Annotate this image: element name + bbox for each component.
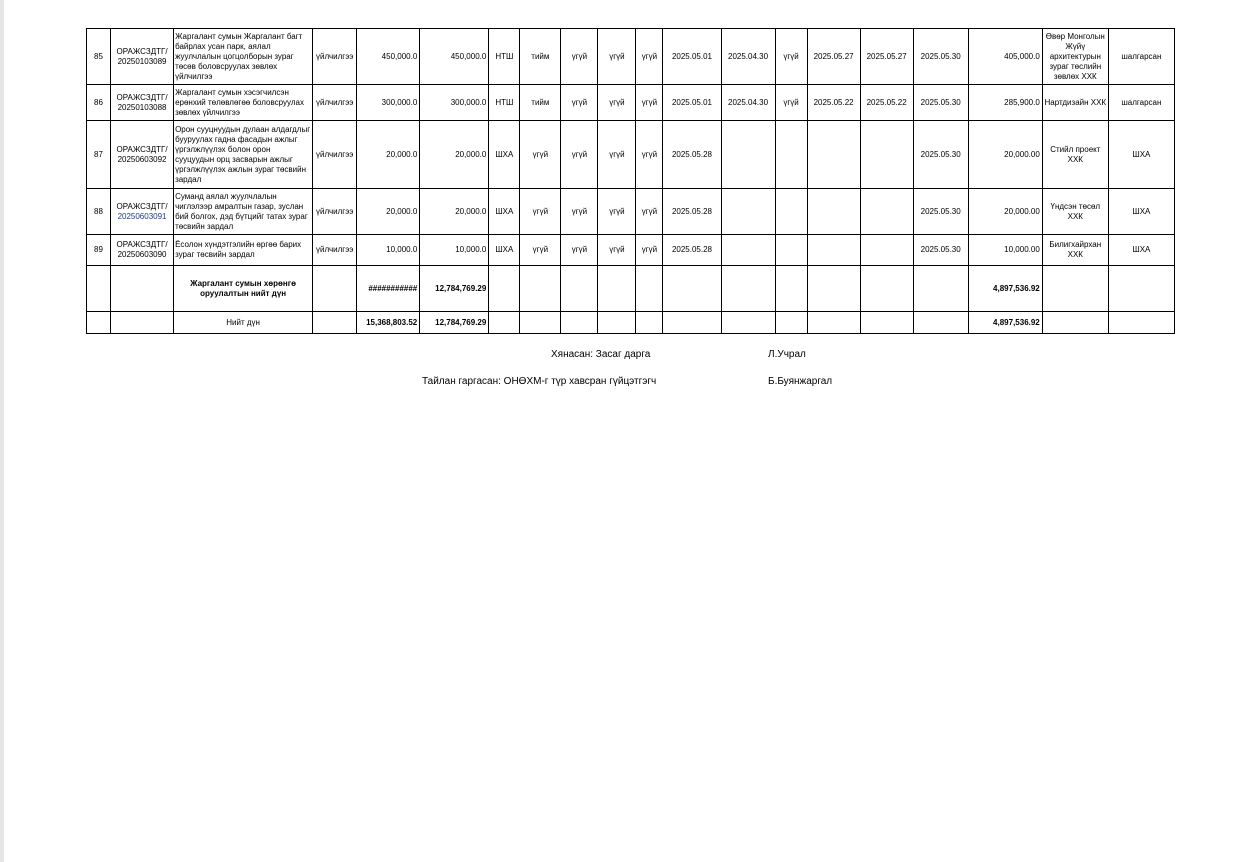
cell-name: Жаргалант сумын Жаргалант багт байрлах усан парк, аялал жуулчлалын цогцолборын зураг төсөв боловсруулах зөвлөх үйлчилгээ <box>174 29 313 85</box>
table-row <box>87 189 1175 235</box>
subtotal-row <box>87 266 1175 312</box>
total-no <box>87 312 111 334</box>
empty-cell <box>913 266 968 312</box>
cell-d5: 2025.05.30 <box>913 121 968 189</box>
cell-d1: 2025.05.28 <box>663 121 721 189</box>
cell-contract: 20,000.00 <box>968 121 1042 189</box>
cell-method: НТШ <box>489 85 520 121</box>
empty-cell <box>636 266 663 312</box>
cell-no: 88 <box>87 189 111 235</box>
cell-name: Орон сууцнуудын дулаан алдагдлыг бууруулах гадна фасадын ажлыг үргэлжлүүлэх болон орон сууцуудын орц засварын ажлыг үргэлжлүүлэх ажлын зураг төсвийн зардал <box>174 121 313 189</box>
checked-by-name: Л.Учрал <box>768 349 806 360</box>
empty-cell <box>561 312 598 334</box>
cell-code: ОРАЖСЗДТГ/ 20250603090 <box>111 235 174 266</box>
cell-contract: 10,000.00 <box>968 235 1042 266</box>
empty-cell <box>1108 266 1174 312</box>
cell-c3: үгүй <box>598 29 636 85</box>
cell-c2: үгүй <box>561 189 598 235</box>
cell-d5: 2025.05.30 <box>913 235 968 266</box>
cell-c5 <box>775 121 807 189</box>
cell-budget: 20,000.0 <box>357 121 420 189</box>
cell-d4: 2025.05.22 <box>860 85 913 121</box>
cell-d3 <box>807 121 860 189</box>
cell-c3: үгүй <box>598 85 636 121</box>
cell-d5: 2025.05.30 <box>913 29 968 85</box>
table-row <box>87 29 1175 85</box>
cell-c1: тийм <box>520 85 561 121</box>
cell-status: ШХА <box>1108 235 1174 266</box>
cell-type: үйлчилгээ <box>313 189 357 235</box>
cell-d3 <box>807 189 860 235</box>
cell-estimate: 10,000.0 <box>420 235 489 266</box>
subtotal-budget: ########### <box>357 266 420 312</box>
procurement-report-table <box>86 28 1175 334</box>
cell-c4: үгүй <box>636 85 663 121</box>
total-code <box>111 312 174 334</box>
empty-cell <box>721 312 775 334</box>
empty-cell <box>775 266 807 312</box>
total-contract: 4,897,536.92 <box>968 312 1042 334</box>
cell-budget: 450,000.0 <box>357 29 420 85</box>
cell-c2: үгүй <box>561 121 598 189</box>
empty-cell <box>598 266 636 312</box>
cell-d5: 2025.05.30 <box>913 189 968 235</box>
cell-c2: үгүй <box>561 235 598 266</box>
cell-no: 85 <box>87 29 111 85</box>
cell-status: шалгарсан <box>1108 85 1174 121</box>
cell-d2: 2025.04.30 <box>721 85 775 121</box>
cell-d4 <box>860 189 913 235</box>
cell-status: ШХА <box>1108 189 1174 235</box>
total-budget: 15,368,803.52 <box>357 312 420 334</box>
empty-cell <box>561 266 598 312</box>
cell-no: 87 <box>87 121 111 189</box>
cell-c1: тийм <box>520 29 561 85</box>
empty-cell <box>913 312 968 334</box>
table-row <box>87 85 1175 121</box>
cell-budget: 20,000.0 <box>357 189 420 235</box>
empty-cell <box>860 312 913 334</box>
cell-d2 <box>721 121 775 189</box>
total-estimate: 12,784,769.29 <box>420 312 489 334</box>
cell-c4: үгүй <box>636 29 663 85</box>
cell-type: үйлчилгээ <box>313 85 357 121</box>
cell-c4: үгүй <box>636 235 663 266</box>
cell-status: ШХА <box>1108 121 1174 189</box>
empty-cell <box>721 266 775 312</box>
empty-cell <box>520 266 561 312</box>
cell-d3 <box>807 235 860 266</box>
cell-supplier: Билигхайрхан ХХК <box>1042 235 1108 266</box>
subtotal-label: Жаргалант сумын хөрөнгө оруулалтын нийт дүн <box>174 266 313 312</box>
subtotal-no <box>87 266 111 312</box>
cell-budget: 300,000.0 <box>357 85 420 121</box>
cell-c5: үгүй <box>775 85 807 121</box>
table-row <box>87 235 1175 266</box>
cell-d1: 2025.05.28 <box>663 235 721 266</box>
cell-name: Жаргалант сумын хэсэгчилсэн ерөнхий төлөвлөгөө боловсруулах зөвлөх үйлчилгээ <box>174 85 313 121</box>
cell-type: үйлчилгээ <box>313 121 357 189</box>
cell-c1: үгүй <box>520 189 561 235</box>
cell-estimate: 20,000.0 <box>420 121 489 189</box>
cell-method: ШХА <box>489 235 520 266</box>
table-body <box>87 29 1175 334</box>
cell-code: ОРАЖСЗДТГ/ 20250103088 <box>111 85 174 121</box>
cell-contract: 20,000.00 <box>968 189 1042 235</box>
cell-c2: үгүй <box>561 85 598 121</box>
cell-c5 <box>775 235 807 266</box>
cell-contract: 405,000.0 <box>968 29 1042 85</box>
empty-cell <box>663 312 721 334</box>
empty-cell <box>860 266 913 312</box>
empty-cell <box>663 266 721 312</box>
checked-by-label: Хянасан: Засаг дарга <box>551 349 651 360</box>
empty-cell <box>1042 266 1108 312</box>
cell-c5: үгүй <box>775 29 807 85</box>
cell-c3: үгүй <box>598 121 636 189</box>
empty-cell <box>636 312 663 334</box>
empty-cell <box>489 266 520 312</box>
cell-c3: үгүй <box>598 189 636 235</box>
subtotal-contract: 4,897,536.92 <box>968 266 1042 312</box>
cell-name: Ёсолон хүндэтгэлийн өргөө барих зураг төсвийн зардал <box>174 235 313 266</box>
cell-c3: үгүй <box>598 235 636 266</box>
cell-estimate: 450,000.0 <box>420 29 489 85</box>
cell-c5 <box>775 189 807 235</box>
cell-budget: 10,000.0 <box>357 235 420 266</box>
cell-d2 <box>721 189 775 235</box>
prepared-by-name: Б.Буянжаргал <box>768 376 833 387</box>
cell-d4 <box>860 235 913 266</box>
cell-method: ШХА <box>489 189 520 235</box>
subtotal-code <box>111 266 174 312</box>
cell-no: 89 <box>87 235 111 266</box>
total-row <box>87 312 1175 334</box>
empty-cell <box>520 312 561 334</box>
cell-contract: 285,900.0 <box>968 85 1042 121</box>
cell-d1: 2025.05.28 <box>663 189 721 235</box>
cell-type: үйлчилгээ <box>313 235 357 266</box>
total-label: Нийт дүн <box>174 312 313 334</box>
empty-cell <box>489 312 520 334</box>
cell-code: ОРАЖСЗДТГ/ 20250603092 <box>111 121 174 189</box>
cell-estimate: 300,000.0 <box>420 85 489 121</box>
subtotal-type <box>313 266 357 312</box>
cell-status: шалгарсан <box>1108 29 1174 85</box>
cell-d4 <box>860 121 913 189</box>
cell-supplier: Үндсэн төсөл ХХК <box>1042 189 1108 235</box>
empty-cell <box>775 312 807 334</box>
cell-method: НТШ <box>489 29 520 85</box>
cell-d1: 2025.05.01 <box>663 85 721 121</box>
cell-d3: 2025.05.22 <box>807 85 860 121</box>
cell-code: ОРАЖСЗДТГ/ 20250603091 <box>111 189 174 235</box>
cell-type: үйлчилгээ <box>313 29 357 85</box>
empty-cell <box>807 266 860 312</box>
cell-d2 <box>721 235 775 266</box>
cell-d5: 2025.05.30 <box>913 85 968 121</box>
cell-estimate: 20,000.0 <box>420 189 489 235</box>
empty-cell <box>598 312 636 334</box>
total-type <box>313 312 357 334</box>
cell-c4: үгүй <box>636 121 663 189</box>
cell-c1: үгүй <box>520 235 561 266</box>
empty-cell <box>1042 312 1108 334</box>
empty-cell <box>807 312 860 334</box>
cell-method: ШХА <box>489 121 520 189</box>
cell-name: Суманд аялал жуулчлалын чиглэлээр амралтын газар, зуслан бий болгох, дэд бүтцийг татах зураг төсвийн зардал <box>174 189 313 235</box>
cell-d3: 2025.05.27 <box>807 29 860 85</box>
cell-d4: 2025.05.27 <box>860 29 913 85</box>
cell-c4: үгүй <box>636 189 663 235</box>
cell-code: ОРАЖСЗДТГ/ 20250103089 <box>111 29 174 85</box>
subtotal-estimate: 12,784,769.29 <box>420 266 489 312</box>
cell-supplier: Өвөр Монголын Жүйү архитектурын зураг төслийн зөвлөх ХХК <box>1042 29 1108 85</box>
cell-d1: 2025.05.01 <box>663 29 721 85</box>
cell-no: 86 <box>87 85 111 121</box>
cell-d2: 2025.04.30 <box>721 29 775 85</box>
cell-c1: үгүй <box>520 121 561 189</box>
table-row <box>87 121 1175 189</box>
empty-cell <box>1108 312 1174 334</box>
cell-c2: үгүй <box>561 29 598 85</box>
cell-supplier: Стийл проект ХХК <box>1042 121 1108 189</box>
prepared-by-label: Тайлан гаргасан: ОНӨХМ-г түр хавсран гүйцэтгэгч <box>422 376 657 387</box>
page-edge-strip <box>0 0 4 862</box>
cell-supplier: Нартдизайн ХХК <box>1042 85 1108 121</box>
